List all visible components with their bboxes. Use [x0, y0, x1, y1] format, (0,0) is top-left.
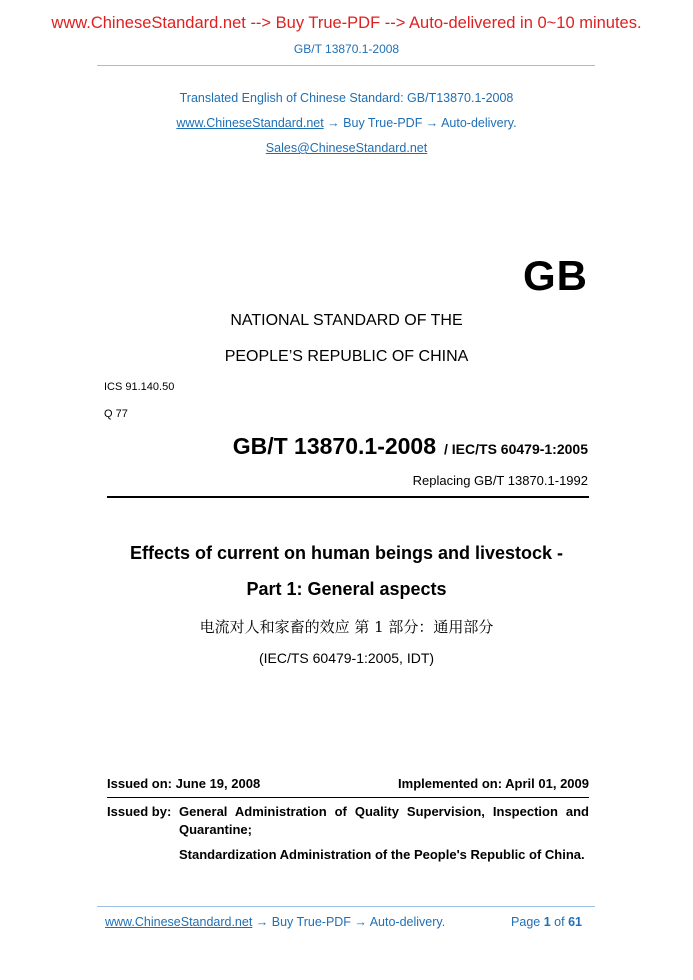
footer-buy-line	[105, 915, 445, 929]
national-standard-line2: PEOPLE’S REPUBLIC OF CHINA	[224, 348, 469, 365]
implemented-on: Implemented on: April 01, 2009	[398, 776, 589, 791]
issued-by-label: Issued by:	[107, 804, 172, 819]
idt-note: (IEC/TS 60479-1:2005, IDT)	[258, 650, 435, 666]
buy-text: → Buy True-PDF → Auto-delivery.	[323, 116, 517, 130]
translation-line: Translated English of Chinese Standard: GB/T13870.1-2008	[179, 91, 514, 105]
footer-buy-text: → Buy True-PDF → Auto-delivery.	[252, 915, 446, 929]
title-divider	[107, 496, 589, 498]
title-english-line1: Effects of current on human beings and livestock -	[129, 543, 564, 563]
top-banner[interactable]: www.ChineseStandard.net --> Buy True-PDF --> Auto-delivered in 0~10 minutes.	[51, 14, 642, 32]
site-link[interactable]: www.ChineseStandard.net	[176, 116, 324, 130]
ics-code: ICS 91.140.50	[104, 381, 175, 393]
page-total: 61	[568, 915, 582, 929]
national-standard-line1: NATIONAL STANDARD OF THE	[230, 312, 463, 329]
issued-by-authority-2: Standardization Administration of the People's Republic of China.	[179, 847, 585, 862]
of-label: of	[554, 915, 565, 929]
gb-mark: GB	[523, 252, 588, 299]
sales-email-line	[0, 141, 693, 155]
standard-number	[233, 433, 588, 460]
issued-by-block	[107, 803, 589, 864]
issued-by-authority-1: General Administration of Quality Supervision, Inspection and Quarantine;	[179, 804, 589, 837]
header-divider	[97, 65, 595, 66]
replacing-note: Replacing GB/T 13870.1-1992	[412, 473, 588, 488]
header-standard-code: GB/T 13870.1-2008	[293, 42, 400, 56]
issued-on: Issued on: June 19, 2008	[107, 776, 261, 791]
title-chinese: 电流对人和家畜的效应 第 1 部分：通用部分	[199, 618, 494, 636]
iec-reference: / IEC/TS 60479-1:2005	[444, 441, 588, 457]
dates-divider	[107, 797, 589, 798]
translation-buy-line	[0, 116, 693, 130]
q-code: Q 77	[104, 408, 128, 420]
sales-email-link[interactable]: Sales@ChineseStandard.net	[265, 141, 428, 155]
page-indicator	[511, 915, 582, 929]
page-number: 1	[543, 915, 551, 929]
gbt-number: GB/T 13870.1-2008	[232, 433, 437, 459]
footer-site-link[interactable]: www.ChineseStandard.net	[105, 915, 253, 929]
page-label: Page	[511, 915, 541, 929]
footer-divider	[97, 906, 595, 907]
dates-row	[107, 776, 589, 791]
title-english-line2: Part 1: General aspects	[246, 579, 447, 599]
